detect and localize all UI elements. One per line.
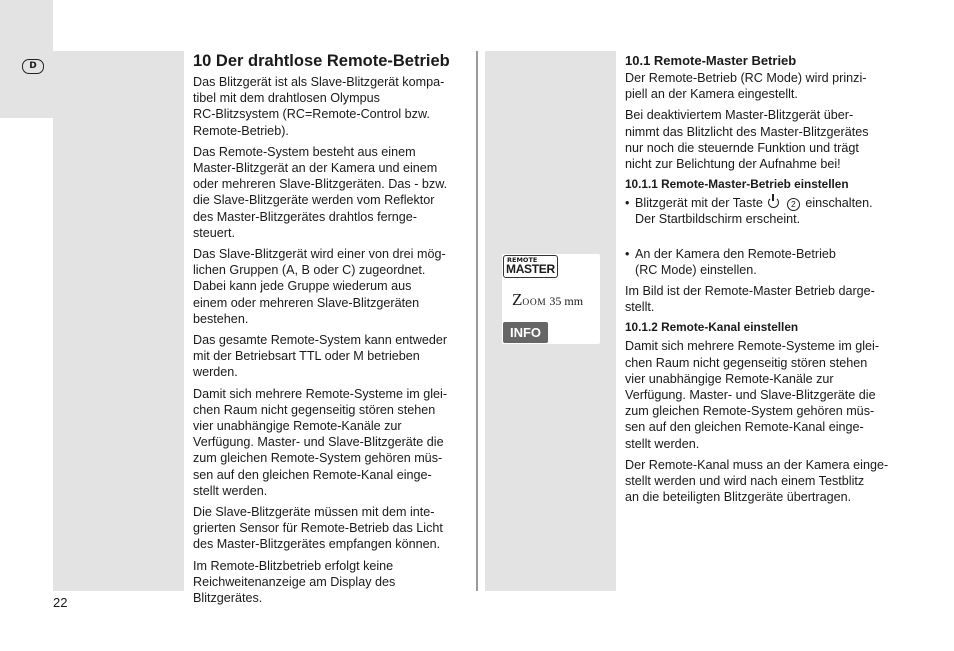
right-column (625, 52, 905, 510)
left-column (193, 50, 471, 611)
info-button: INFO (503, 322, 548, 343)
subsection-2-title: 10.1.2 Remote-Kanal einstellen (625, 320, 799, 335)
subsection-2-paragraph-1: Damit sich mehrere Remote-Systeme im glei- chen Raum nicht gegenseitig stören stehen vier unabhängige Remote-Kanäle zur Verfügung. Master- und Slave-Blitzgeräte die zum gleichen Remote-System gehören müs- sen auf den gleichen Remote-Kanal einge- stellt werden. (625, 339, 880, 451)
left-margin-band (53, 51, 184, 591)
left-paragraph-2: Das Remote-System besteht aus einem Master-Blitzgerät an der Kamera und einem oder mehreren Slave-Blitzgeräten. Das - bzw. die Slave-Blitzgeräte werden vom Reflektor des Master-Blitzgerätes drahtlos fernge- steuert. (193, 144, 448, 240)
zoom-label-rest: OOM (522, 298, 547, 308)
page-number: 22 (53, 595, 68, 610)
subsection-1-title: 10.1.1 Remote-Master-Betrieb einstellen (625, 177, 849, 192)
left-paragraph-4: Das gesamte Remote-System kann entweder mit der Betriebsart TTL oder M betrieben werden. (193, 333, 448, 380)
section-title: 10.1 Remote-Master Betrieb (625, 53, 797, 68)
right-intro-1: Der Remote-Betrieb (RC Mode) wird prinzi- piell an der Kamera eingestellt. (625, 71, 867, 102)
left-paragraph-7: Im Remote-Blitzbetrieb erfolgt keine Reichweitenanzeige am Display des Blitzgerätes. (193, 558, 396, 606)
column-divider (476, 51, 478, 591)
bullet-camera-rc-mode (625, 246, 905, 278)
left-paragraph-3: Das Slave-Blitzgerät wird einer von drei mög- lichen Gruppen (A, B oder C) zugeordnet. Dabei kann jede Gruppe wiederum aus einem oder mehreren Slave-Blitzgeräten bestehen. (193, 247, 446, 326)
bullet-power-on (625, 195, 905, 227)
remote-master-icon (503, 255, 558, 278)
flash-display-illustration (502, 254, 600, 344)
zoom-value: 35 mm (549, 294, 584, 308)
chapter-title: 10 Der drahtlose Remote-Betrieb (193, 52, 450, 70)
subsection-1-note: Im Bild ist der Remote-Master Betrieb darge- stellt. (625, 284, 875, 315)
bullet-glyph: • (625, 246, 630, 261)
left-paragraph-5: Damit sich mehrere Remote-Systeme im glei- chen Raum nicht gegenseitig stören stehen vier unabhängige Remote-Kanäle zur Verfügung. Master- und Slave-Blitzgeräte die zum gleichen Remote-System gehören müs- sen auf den gleichen Remote-Kanal einge- stellt werden. (193, 386, 448, 498)
right-intro-2: Bei deaktiviertem Master-Blitzgerät über- nimmt das Blitzlicht des Master-Blitzgerätes nur noch die steuernde Funktion und trägt nicht zur Belichtung der Aufnahme bei! (625, 108, 869, 172)
subsection-2-paragraph-2: Der Remote-Kanal muss an der Kamera einge- stellt werden und wird nach einem Testblitz an die beteiligten Blitzgeräte übertragen. (625, 457, 889, 505)
circled-number-icon: 2 (787, 198, 800, 211)
power-icon (768, 197, 779, 208)
language-badge: D (22, 59, 44, 74)
zoom-readout (512, 290, 583, 310)
bullet-1-text-post: einschalten. (805, 196, 873, 211)
remote-label: REMOTE (507, 256, 538, 264)
master-label: MASTER (506, 262, 555, 276)
bullet-1-text-line2: Der Startbildschirm erscheint. (635, 212, 801, 227)
zoom-label-initial: Z (512, 290, 523, 309)
bullet-2-text: An der Kamera den Remote-Betrieb (RC Mode) einstellen. (635, 246, 836, 277)
bullet-glyph: • (625, 196, 630, 211)
bullet-1-text-pre: Blitzgerät mit der Taste (635, 196, 763, 211)
left-paragraph-1: Das Blitzgerät ist als Slave-Blitzgerät kompa- tibel mit dem drahtlosen Olympus RC-Blitzsystem (RC=Remote-Control bzw. Remote-Betrieb). (193, 75, 445, 138)
left-paragraph-6: Die Slave-Blitzgeräte müssen mit dem inte- grierten Sensor für Remote-Betrieb das Licht des Master-Blitzgerätes empfangen können. (193, 505, 443, 552)
